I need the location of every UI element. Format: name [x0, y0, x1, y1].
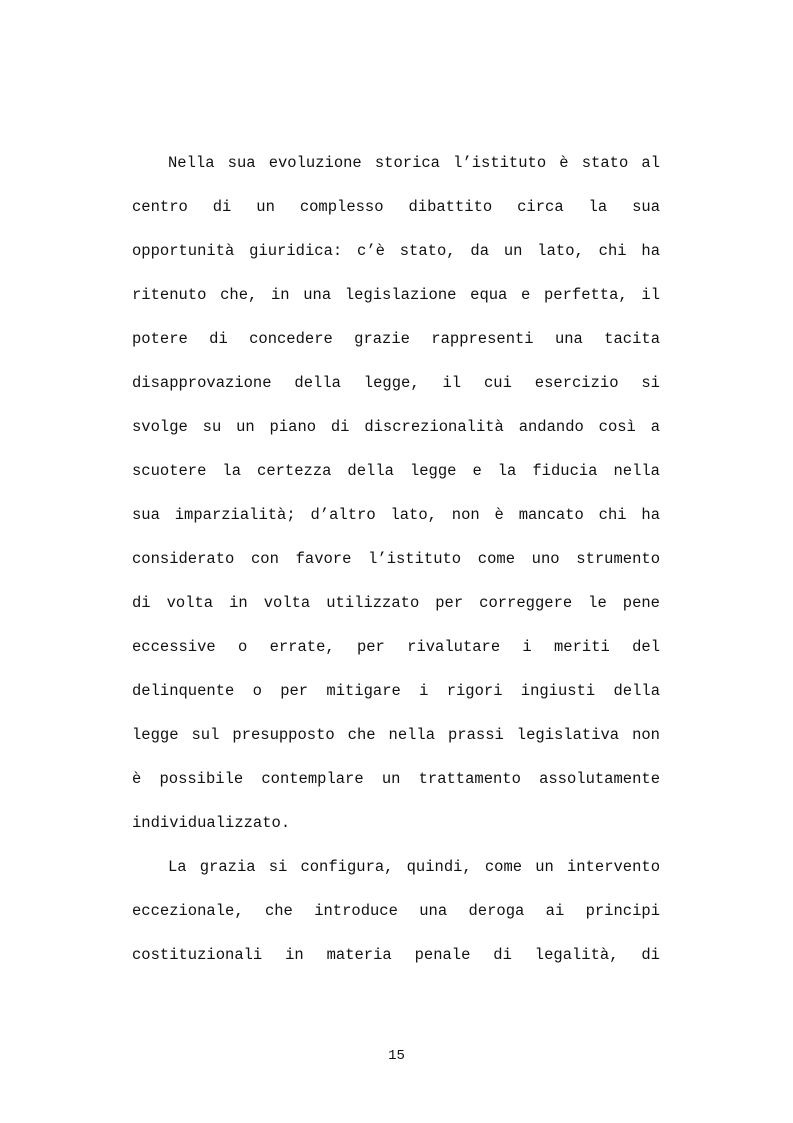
text-line: eccessive o errate, per rivalutare i meriti del [132, 638, 660, 656]
text-line: è possibile contemplare un trattamento assolutamente [132, 770, 660, 788]
text-line: eccezionale, che introduce una deroga ai principi [132, 902, 660, 920]
paragraph-1 [132, 150, 660, 854]
text-line: delinquente o per mitigare i rigori ingiusti della [132, 682, 660, 700]
text-line: considerato con favore l’istituto come uno strumento [132, 550, 660, 568]
text-line: di volta in volta utilizzato per correggere le pene [132, 594, 660, 612]
text-line: individualizzato. [132, 814, 291, 832]
text-line: scuotere la certezza della legge e la fiducia nella [132, 462, 660, 480]
text-line: legge sul presupposto che nella prassi legislativa non [132, 726, 660, 744]
text-line: costituzionali in materia penale di legalità, di [132, 946, 660, 964]
document-body [132, 150, 660, 986]
text-line: potere di concedere grazie rappresenti una tacita [132, 330, 660, 348]
text-line: svolge su un piano di discrezionalità andando così a [132, 418, 660, 436]
text-line: opportunità giuridica: c’è stato, da un lato, chi ha [132, 242, 660, 260]
text-line: Nella sua evoluzione storica l’istituto è stato al [168, 154, 660, 172]
text-line: centro di un complesso dibattito circa la sua [132, 198, 660, 216]
page-number: 15 [388, 1048, 405, 1064]
paragraph-2 [132, 854, 660, 986]
text-line: La grazia si configura, quindi, come un intervento [168, 858, 660, 876]
text-line: ritenuto che, in una legislazione equa e perfetta, il [132, 286, 660, 304]
text-line: disapprovazione della legge, il cui esercizio si [132, 374, 660, 392]
text-line: sua imparzialità; d’altro lato, non è mancato chi ha [132, 506, 660, 524]
